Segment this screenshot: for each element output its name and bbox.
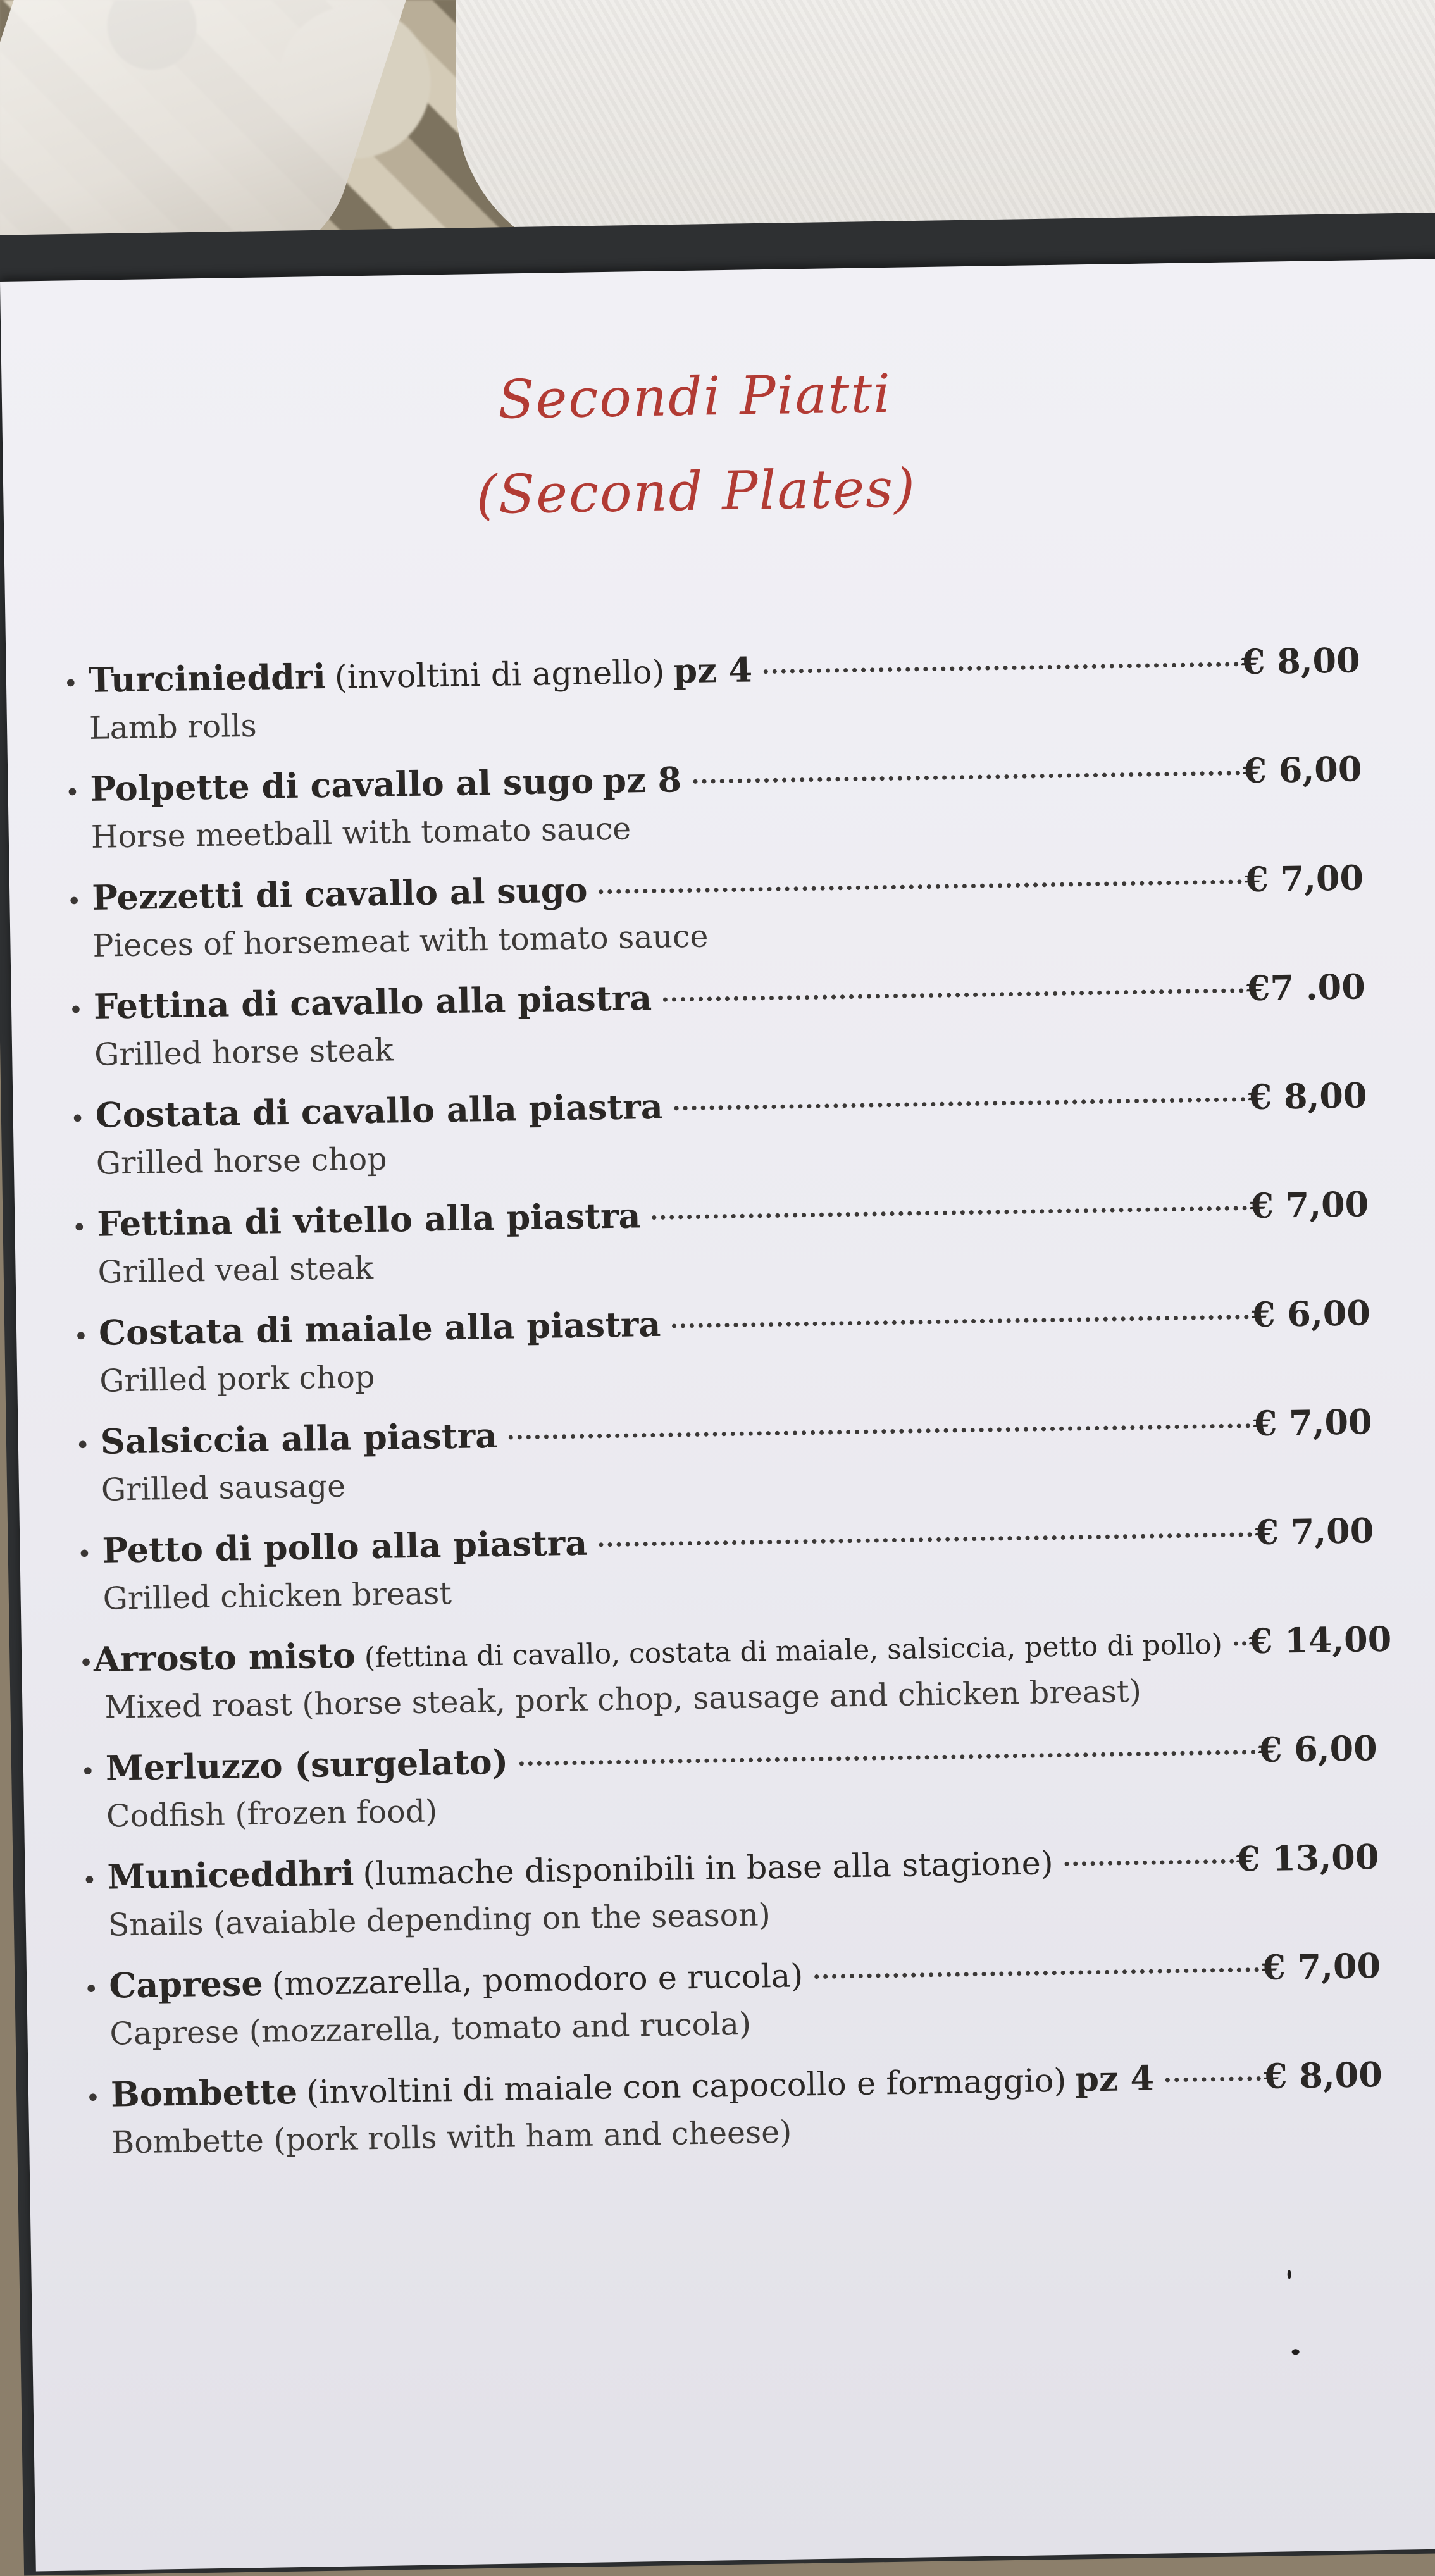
item-description: Grilled pork chop [99, 1358, 375, 1399]
item-description: Bombette (pork rolls with ham and cheese) [111, 2114, 792, 2161]
item-name: Turcinieddri [88, 655, 326, 700]
menu-item [82, 1836, 1380, 1966]
bullet-icon: • [71, 1213, 87, 1243]
leader-dots [1065, 1859, 1234, 1866]
item-detail: (lumache disponibili in base alla stagione) [362, 1845, 1054, 1893]
leader-dots [599, 879, 1243, 894]
item-detail: (involtini di maiale con capocollo e formaggio) [306, 2062, 1067, 2112]
leader-dots [1234, 1641, 1246, 1645]
leader-dots [599, 1532, 1252, 1547]
item-price: € 8,00 [1263, 2054, 1383, 2096]
menu-item [84, 1945, 1382, 2074]
item-description: Grilled sausage [101, 1468, 346, 1508]
item-price: € 7,00 [1249, 1184, 1369, 1227]
item-quantity: pz 8 [602, 759, 682, 802]
bullet-icon: • [68, 996, 84, 1025]
bullet-icon: • [78, 1648, 94, 1678]
item-name: Bombette [110, 2071, 298, 2115]
leader-dots [764, 662, 1239, 674]
menu-item [68, 966, 1367, 1095]
item-name: Merluzzo (surgelato) [105, 1741, 509, 1788]
paper-speck [1292, 2349, 1300, 2355]
item-description: Snails (avaiable depending on the season) [108, 1897, 771, 1943]
leader-dots [519, 1750, 1256, 1766]
item-description: Mixed roast (horse steak, pork chop, sausage and chicken breast) [104, 1673, 1142, 1726]
item-name: Costata di cavallo alla piastra [95, 1086, 664, 1136]
item-name: Costata di maiale alla piastra [98, 1303, 661, 1353]
item-price: € 8,00 [1241, 640, 1361, 683]
bullet-icon: • [80, 1757, 96, 1787]
bullet-icon: • [65, 778, 80, 808]
leader-dots [814, 1967, 1259, 1979]
menu-item [73, 1292, 1372, 1421]
menu-item [70, 1075, 1368, 1204]
item-name: Arrosto misto [93, 1635, 356, 1680]
menu-item [77, 1510, 1375, 1639]
leader-dots [672, 1315, 1249, 1328]
leader-dots [693, 771, 1241, 784]
item-detail: (fettina di cavallo, costata di maiale, salsiccia, petto di pollo) [364, 1628, 1223, 1675]
menu-item [71, 1184, 1370, 1313]
item-description: Horse meetball with tomato sauce [90, 810, 631, 855]
item-description: Caprese (mozzarella, tomato and rucola) [109, 2005, 752, 2052]
item-description: Pieces of horsemeat with tomato sauce [92, 918, 709, 964]
bullet-icon: • [82, 1866, 97, 1896]
item-price: € 13,00 [1236, 1836, 1379, 1879]
menu-item [80, 1728, 1378, 1857]
item-price: € 7,00 [1244, 857, 1364, 900]
item-price: € 7,00 [1261, 1945, 1381, 1988]
item-quantity: pz 4 [673, 649, 753, 691]
bullet-icon: • [85, 2083, 101, 2114]
menu-item [75, 1401, 1373, 1530]
bullet-icon: • [73, 1322, 89, 1352]
menu-title: Secondi Piatti [497, 362, 892, 431]
item-description: Codfish (frozen food) [106, 1793, 438, 1835]
item-price: € 14,00 [1248, 1618, 1392, 1662]
item-detail: (involtini di agnello) [334, 653, 665, 697]
menu-sheet [0, 259, 1435, 2572]
item-description: Lamb rolls [89, 707, 258, 746]
item-description: Grilled horse chop [96, 1141, 387, 1182]
bullet-icon: • [70, 1105, 85, 1134]
item-price: € 6,00 [1242, 748, 1362, 791]
item-name: Caprese [108, 1962, 264, 2006]
menu-item [85, 2054, 1384, 2183]
bullet-icon: • [63, 669, 78, 699]
menu-item [66, 857, 1365, 986]
item-price: € 7,00 [1254, 1510, 1374, 1553]
item-name: Pezzetti di cavallo al sugo [91, 869, 588, 918]
item-name: Salsiccia alla piastra [100, 1415, 498, 1462]
bullet-icon: • [84, 1974, 99, 2005]
menu-item [63, 640, 1361, 769]
leader-dots [652, 1206, 1247, 1220]
item-price: €7 .00 [1246, 966, 1366, 1009]
menu-item [78, 1618, 1392, 1748]
bullet-icon: • [75, 1430, 90, 1461]
item-name: Fettina di vitello alla piastra [96, 1195, 641, 1244]
item-name: Municeddhri [107, 1852, 354, 1897]
leader-dots [663, 988, 1244, 1001]
item-name: Petto di pollo alla piastra [102, 1522, 588, 1571]
item-name: Polpette di cavallo al sugo [90, 760, 594, 809]
item-price: € 7,00 [1253, 1401, 1373, 1444]
bullet-icon: • [66, 887, 82, 917]
item-price: € 6,00 [1258, 1728, 1378, 1771]
item-name: Fettina di cavallo alla piastra [93, 977, 652, 1027]
item-quantity: pz 4 [1074, 2057, 1155, 2100]
item-description: Grilled chicken breast [102, 1575, 452, 1617]
leader-dots [674, 1097, 1246, 1110]
bullet-icon: • [77, 1539, 92, 1570]
menu-subtitle: (Second Plates) [476, 457, 917, 526]
item-description: Grilled horse steak [94, 1032, 394, 1073]
item-description: Grilled veal steak [97, 1249, 374, 1291]
leader-dots [1165, 2076, 1261, 2082]
item-price: € 6,00 [1251, 1292, 1371, 1335]
menu-items-list [63, 640, 1392, 2183]
menu-item [65, 748, 1363, 877]
leader-dots [509, 1423, 1251, 1439]
paper-speck [1288, 2270, 1291, 2279]
item-detail: (mozzarella, pomodoro e rucola) [271, 1957, 804, 2003]
item-price: € 8,00 [1248, 1075, 1367, 1118]
